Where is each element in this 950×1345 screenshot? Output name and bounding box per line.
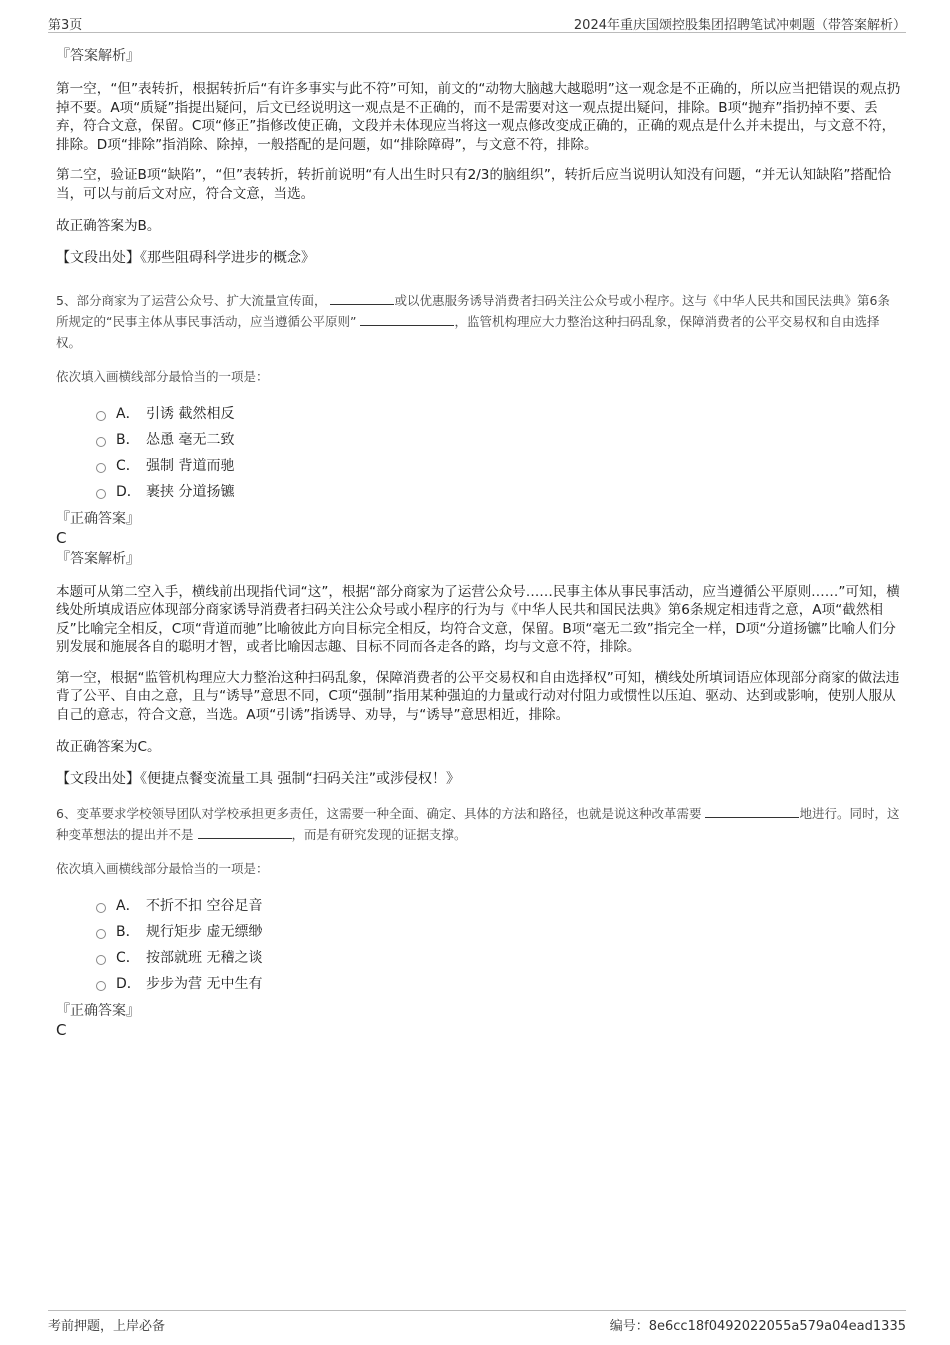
q6-text-b: 地进行。同时，这种变革想法的提出并不是: [56, 805, 900, 842]
q4-analysis-para1: 第一空，“但”表转折，根据转折后“有许多事实与此不符”可知，前文的“动物大脑越大越聪明”这一观念是不正确的，所以应当把错误的观点扔掉不要。A项“质疑”指提出疑问，后文已经说明这一观点是不正确的，而不是需要对这一观点提出疑问，排除。B项“抛弃”指扔掉不要、丢弃，符合文意，保留。C项“修正”指修改使正确，文段并未体现应当将这一观点修改变成正确的，正确的观点是什么并未提出，与文意不符，排除。D项“排除”指消除、除掉，一般搭配的是问题，如“排除障碍”，与文意不符，排除。: [56, 81, 901, 153]
q4-analysis-para2: 第二空，验证B项“缺陷”，“但”表转折，转折前说明“有人出生时只有2/3的脑组织”，转折后应当说明认知没有问题，“并无认知缺陷”搭配恰当，可以与前后文对应，符合文意，当选。: [56, 167, 892, 202]
radio-icon[interactable]: [96, 411, 106, 421]
page-number: 第3页: [48, 18, 83, 33]
page-footer: [48, 1310, 906, 1335]
q5-options: [56, 401, 902, 505]
q4-source: [56, 248, 902, 268]
q5-analysis-para2: 第一空，根据“监管机构理应大力整治这种扫码乱象，保障消费者的公平交易权和自由选择权”可知，横线处所填词语应体现部分商家的做法违背了公平、自由之意，且与“诱导”意思不同，C项“强制”指用某种强迫的力量或行动对付阻力或惯性以压迫、驱动、达到或影响，使别人服从自己的意志，符合文意，当选。A项“引诱”指诱导、劝导，与“诱导”意思相近，排除。: [56, 669, 900, 723]
q6-correct-answer: C: [56, 1020, 67, 1039]
q5-source: [56, 769, 902, 789]
document-title: 2024年重庆国颂控股集团招聘笔试冲刺题（带答案解析）: [573, 18, 906, 33]
q4-analysis-label: 『答案解析』: [56, 48, 140, 64]
footer-slogan: 考前押题，上岸必备: [48, 1319, 166, 1334]
radio-icon[interactable]: [96, 929, 106, 939]
q6-text-a: 6、变革要求学校领导团队对学校承担更多责任，这需要一种全面、确定、具体的方法和路径，也就是说这种改革需要: [56, 805, 702, 821]
q6-option-a[interactable]: A． 不折不扣 空谷足音: [96, 893, 902, 919]
q5-text-b: 或以优惠服务诱导消费者扫码关注公众号或小程序。这与《中华人民共和国民法典》第6条所规定的“民事主体从事民事活动，应当遵循公平原则”: [56, 292, 890, 329]
q5-instruction: 依次填入画横线部分最恰当的一项是：: [56, 368, 269, 384]
q4-source-label: 【文段出处】: [56, 249, 140, 266]
q5-analysis-para1: 本题可从第二空入手，横线前出现指代词“这”，根据“部分商家为了运营公众号……民事主体从事民事活动，应当遵循公平原则……”可知，横线处所填成语应体现部分商家诱导消费者扫码关注公众号或小程序的行为与《中华人民共和国民法典》第6条规定相违背之意，A项“截然相反”比喻完全相反，C项“背道而驰”比喻彼此方向目标完全相反，均符合文意，保留。B项“毫无二致”指完全一样，D项“分道扬镳”比喻人们分别发展和施展各自的聪明才智，或者比喻因志趣、目标不同而各走各的路，均与文意不符，排除。: [56, 583, 900, 655]
q6-option-b[interactable]: B． 规行矩步 虚无缥缈: [96, 919, 902, 945]
q5-option-b[interactable]: B． 怂恿 毫无二致: [96, 427, 902, 453]
q6-options: [56, 893, 902, 997]
q5-blank-1: [330, 291, 394, 305]
radio-icon[interactable]: [96, 489, 106, 499]
document-id: 编号：8e6cc18f0492022055a579a04ead1335: [609, 1319, 906, 1334]
q5-option-c[interactable]: C． 强制 背道而驰: [96, 453, 902, 479]
q6-option-c[interactable]: C． 按部就班 无稽之谈: [96, 945, 902, 971]
q6-blank-2: [198, 825, 292, 839]
radio-icon[interactable]: [96, 955, 106, 965]
q6-instruction: 依次填入画横线部分最恰当的一项是：: [56, 860, 269, 876]
q4-source-text: 《那些阻碍科学进步的概念》: [140, 249, 315, 266]
q5-analysis-label: 『答案解析』: [56, 550, 140, 567]
q6-blank-1: [705, 804, 799, 818]
q5-text-a: 5、部分商家为了运营公众号、扩大流量宣传面，: [56, 292, 327, 308]
q5-question: [56, 290, 902, 353]
q6-option-d[interactable]: D． 步步为营 无中生有: [96, 971, 902, 997]
q6-question: [56, 803, 902, 845]
q5-conclusion: 故正确答案为C。: [56, 739, 161, 755]
q6-correct-label: 『正确答案』: [56, 1002, 140, 1019]
q4-conclusion: 故正确答案为B。: [56, 218, 161, 234]
q5-source-label: 【文段出处】: [56, 770, 140, 787]
page-header: [48, 12, 906, 33]
q6-text-c: ，而是有研究发现的证据支撑。: [291, 826, 467, 842]
radio-icon[interactable]: [96, 903, 106, 913]
q5-correct-answer: C: [56, 528, 67, 547]
q5-correct-label: 『正确答案』: [56, 510, 140, 527]
q5-option-d[interactable]: D． 裹挟 分道扬镳: [96, 479, 902, 505]
q5-blank-2: [360, 312, 454, 326]
radio-icon[interactable]: [96, 437, 106, 447]
radio-icon[interactable]: [96, 981, 106, 991]
q5-source-text: 《便捷点餐变流量工具 强制“扫码关注”或涉侵权！》: [140, 770, 460, 787]
q5-text-c: ，监管机构理应大力整治这种扫码乱象，保障消费者的公平交易权和自由选择权。: [56, 313, 880, 350]
q5-option-a[interactable]: A． 引诱 截然相反: [96, 401, 902, 427]
document-body: [56, 46, 902, 1039]
radio-icon[interactable]: [96, 463, 106, 473]
